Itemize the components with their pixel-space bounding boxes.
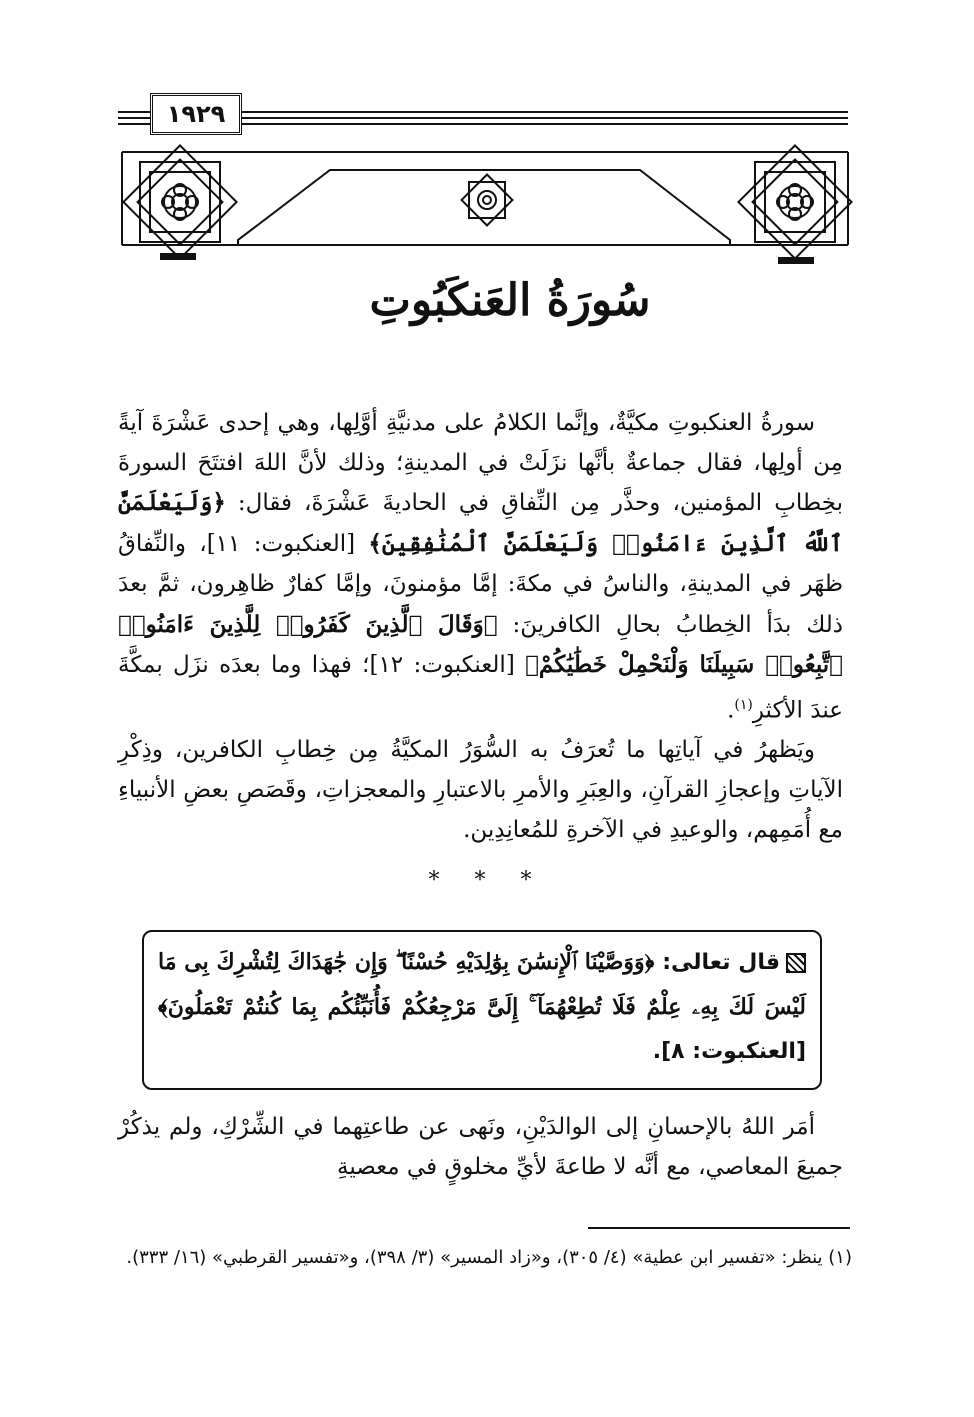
center-star-ornament	[462, 175, 513, 226]
verse-ornament-icon	[786, 953, 806, 973]
p1-continued: [العنكبوت: ١١]، والنِّفاقُ ظهَر في المدينةِ، والناسُ في مكةَ: إمَّا مؤمنونَ، وإمَّا كفارٌ ظاهِرون، ثمَّ بعدَ ذلك بدَأ الخِطابُ بحالِ الكافرينَ:	[118, 531, 843, 638]
footnote-separator	[588, 1227, 850, 1229]
paragraph-1	[118, 404, 843, 731]
verse-box	[142, 930, 822, 1090]
section-separator: * * *	[428, 868, 546, 893]
paragraph-3: أمَر اللهُ بالإحسانِ إلى الوالدَيْنِ، ونَهى عن طاعتِهما في الشِّرْكِ، ولم يذكُرْ جميعَ المعاصي، مع أنَّه لا طاعةَ لأيِّ مخلوقٍ في معصيةِ	[118, 1114, 843, 1180]
header-ornament	[0, 0, 974, 290]
quran-quote-1: ﴿وَلَيَعْلَمَنَّ ٱللَّهُ ٱلَّذِينَ ءَامَنُوا۟ وَلَيَعْلَمَنَّ ٱلْمُنَٰفِقِينَ﴾	[118, 489, 843, 558]
verse-text: ﴿وَوَصَّيْنَا ٱلْإِنسَٰنَ بِوَٰلِدَيْهِ حُسْنًا ۖ وَإِن جَٰهَدَاكَ لِتُشْرِكَ بِى مَا لَيْسَ لَكَ بِهِۦ عِلْمٌ فَلَا تُطِعْهُمَآ ۚ إِلَىَّ مَرْجِعُكُمْ فَأُنَبِّئُكُم بِمَا كُنتُمْ تَعْمَلُونَ﴾	[158, 949, 806, 1020]
p1-text: سورةُ العنكبوتِ مكيَّةٌ، وإنَّما الكلامُ على مدنيَّةِ أوَّلِها، وهي إحدى عَشْرَةَ آيةً مِن أولِها، فقال جماعةٌ بأنَّها نزَلَتْ في المدينةِ؛ وذلك لأنَّ اللهَ افتتَحَ السورةَ بخِطابِ المؤمنين، وحذَّر مِن النِّفاقِ في الحاديةَ عَشْرَةَ، فقال:	[118, 410, 843, 517]
commentary-text	[118, 1108, 843, 1187]
right-star-ornament	[738, 145, 851, 258]
frame-lines	[122, 152, 848, 245]
paragraph-2: ويَظهرُ في آياتِها ما تُعرَفُ به السُّوَرُ المكيَّةُ مِن خِطابِ الكافرين، وذِكْرِ الآياتِ وإعجازِ القرآنِ، والعِبَرِ والأمرِ بالاعتبارِ والمعجزاتِ، وقَصَصِ بعضِ الأنبياءِ مع أُمَمِهم، والوعيدِ في الآخرةِ للمُعانِدِين.	[118, 737, 843, 843]
left-star-ornament	[123, 145, 236, 258]
quran-quote-2: ﴿وَقَالَ ٱلَّذِينَ كَفَرُوا۟ لِلَّذِينَ ءَامَنُوا۟ ٱتَّبِعُوا۟ سَبِيلَنَا وَلْنَحْمِلْ خَطَٰيَٰكُمْ﴾	[118, 610, 843, 679]
surah-title: سُورَةُ العَنكَبُوتِ	[369, 275, 651, 326]
page-number: ١٩٢٩	[150, 93, 242, 135]
p1-end: .	[727, 697, 735, 724]
footnote-marker[interactable]: (١)	[734, 696, 753, 713]
verse-reference: [العنكبوت: ٨].	[652, 1039, 806, 1064]
footnote: (١) ينظر: «تفسير ابن عطية» (٤/ ٣٠٥)، و«زاد المسير» (٣/ ٣٩٨)، و«تفسير القرطبي» (١٦/ ٣٣٣).	[126, 1247, 852, 1268]
verse-intro: قال تعالى:	[654, 950, 780, 975]
p1-tail: [العنكبوت: ١٢]؛ فهذا وما بعدَه نزَل بمكَّةَ عندَ الأكثرِ	[118, 652, 843, 724]
intro-text	[118, 404, 843, 850]
